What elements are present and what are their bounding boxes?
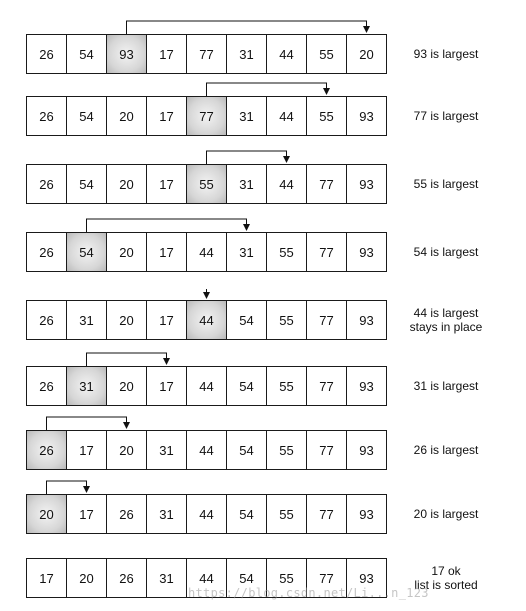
- step-caption-line: list is sorted: [414, 578, 478, 592]
- array-cell: 54: [66, 96, 107, 136]
- array-cell: 44: [186, 232, 227, 272]
- array-cell: 20: [106, 430, 147, 470]
- array-cell: 77: [306, 300, 347, 340]
- array-cell: 93: [346, 232, 387, 272]
- array-cell: 31: [226, 232, 267, 272]
- array-cell: 77: [306, 430, 347, 470]
- array-cell-largest: 26: [26, 430, 67, 470]
- array-cell: 54: [226, 494, 267, 534]
- array-cell: 44: [266, 34, 307, 74]
- swap-arrow: [203, 289, 210, 299]
- array-cell: 20: [106, 300, 147, 340]
- swap-arrow: [207, 151, 291, 164]
- array-cell: 93: [346, 96, 387, 136]
- array-cell: 26: [106, 558, 147, 598]
- swap-arrow: [87, 219, 251, 232]
- array-cell: 17: [146, 232, 187, 272]
- array-cell: 54: [66, 164, 107, 204]
- step-caption-line: 77 is largest: [413, 109, 479, 123]
- array-cell: 17: [146, 34, 187, 74]
- array-cell: 17: [146, 96, 187, 136]
- arrow-head: [323, 88, 330, 95]
- step-caption-line: 17 ok: [431, 564, 461, 578]
- array-cell: 44: [186, 558, 227, 598]
- array-cell: 26: [26, 300, 67, 340]
- array-cell: 54: [226, 558, 267, 598]
- array-cell: 93: [346, 558, 387, 598]
- array-cell: 31: [226, 34, 267, 74]
- array-cell: 20: [106, 96, 147, 136]
- array-cell: 77: [306, 494, 347, 534]
- arrow-head: [163, 358, 170, 365]
- array-cell: 44: [266, 164, 307, 204]
- array-cell: 93: [346, 494, 387, 534]
- swap-arrow: [127, 21, 371, 34]
- array-cell: 54: [226, 430, 267, 470]
- array-row: [26, 366, 386, 406]
- step-caption: [400, 245, 492, 259]
- swap-arrow: [47, 481, 91, 494]
- array-cell: 55: [266, 232, 307, 272]
- array-cell: 17: [66, 494, 107, 534]
- step-caption-line: 26 is largest: [413, 443, 479, 457]
- array-cell: 26: [26, 232, 67, 272]
- array-row: [26, 494, 386, 534]
- array-cell: 44: [266, 96, 307, 136]
- array-cell: 93: [346, 164, 387, 204]
- array-cell-largest: 31: [66, 366, 107, 406]
- array-cell: 44: [186, 494, 227, 534]
- array-row: [26, 430, 386, 470]
- array-cell-largest: 44: [186, 300, 227, 340]
- swap-arrow: [87, 353, 171, 366]
- array-cell: 26: [26, 34, 67, 74]
- array-cell: 17: [146, 300, 187, 340]
- array-cell: 54: [226, 366, 267, 406]
- array-cell: 31: [226, 164, 267, 204]
- array-cell: 55: [266, 558, 307, 598]
- array-cell: 20: [106, 164, 147, 204]
- array-cell: 55: [266, 430, 307, 470]
- array-cell: 77: [306, 164, 347, 204]
- array-row: [26, 232, 386, 272]
- swap-arrow: [47, 417, 131, 430]
- arrow-head: [283, 156, 290, 163]
- array-cell: 54: [66, 34, 107, 74]
- array-cell: 55: [266, 300, 307, 340]
- array-cell: 93: [346, 300, 387, 340]
- array-cell: 31: [66, 300, 107, 340]
- array-row: [26, 34, 386, 74]
- array-cell: 20: [106, 366, 147, 406]
- array-cell: 77: [306, 558, 347, 598]
- array-cell: 93: [346, 366, 387, 406]
- array-cell: 20: [66, 558, 107, 598]
- step-caption: [400, 177, 492, 191]
- array-cell: 55: [266, 366, 307, 406]
- arrow-head: [123, 422, 130, 429]
- step-caption-line: 44 is largest: [413, 306, 479, 320]
- step-caption: [400, 379, 492, 393]
- array-cell: 31: [146, 430, 187, 470]
- array-cell: 77: [306, 366, 347, 406]
- arrow-head: [243, 224, 250, 231]
- array-row: [26, 96, 386, 136]
- step-caption-line: 20 is largest: [413, 507, 479, 521]
- array-cell-largest: 55: [186, 164, 227, 204]
- watermark: https://blog.csdn.net/Li...n_123: [188, 586, 429, 600]
- arrow-head: [363, 26, 370, 33]
- step-caption-line: 54 is largest: [413, 245, 479, 259]
- array-cell: 55: [306, 34, 347, 74]
- step-caption: [400, 306, 492, 334]
- array-cell: 26: [26, 366, 67, 406]
- step-caption: [400, 507, 492, 521]
- array-cell: 26: [26, 164, 67, 204]
- array-cell: 20: [106, 232, 147, 272]
- step-caption: [400, 47, 492, 61]
- array-cell: 93: [346, 430, 387, 470]
- array-cell-largest: 20: [26, 494, 67, 534]
- array-cell: 17: [66, 430, 107, 470]
- step-caption-line: 93 is largest: [413, 47, 479, 61]
- array-cell: 31: [146, 494, 187, 534]
- array-cell: 55: [266, 494, 307, 534]
- step-caption: [400, 443, 492, 457]
- array-cell: 26: [26, 96, 67, 136]
- step-caption-line: stays in place: [409, 320, 483, 334]
- array-cell: 44: [186, 366, 227, 406]
- array-row: [26, 300, 386, 340]
- array-cell: 77: [306, 232, 347, 272]
- array-cell: 54: [226, 300, 267, 340]
- arrow-head: [203, 292, 210, 299]
- arrow-head: [83, 486, 90, 493]
- array-cell: 17: [146, 366, 187, 406]
- array-cell-largest: 93: [106, 34, 147, 74]
- array-cell: 77: [186, 34, 227, 74]
- step-caption-line: 55 is largest: [413, 177, 479, 191]
- array-row: [26, 164, 386, 204]
- array-cell: 20: [346, 34, 387, 74]
- step-caption: [400, 109, 492, 123]
- array-cell: 26: [106, 494, 147, 534]
- array-cell: 31: [226, 96, 267, 136]
- array-cell: 44: [186, 430, 227, 470]
- array-cell: 17: [146, 164, 187, 204]
- step-caption-line: 31 is largest: [413, 379, 479, 393]
- array-cell-largest: 54: [66, 232, 107, 272]
- array-cell-largest: 77: [186, 96, 227, 136]
- array-cell: 17: [26, 558, 67, 598]
- array-cell: 31: [146, 558, 187, 598]
- swap-arrow: [207, 83, 331, 96]
- array-cell: 55: [306, 96, 347, 136]
